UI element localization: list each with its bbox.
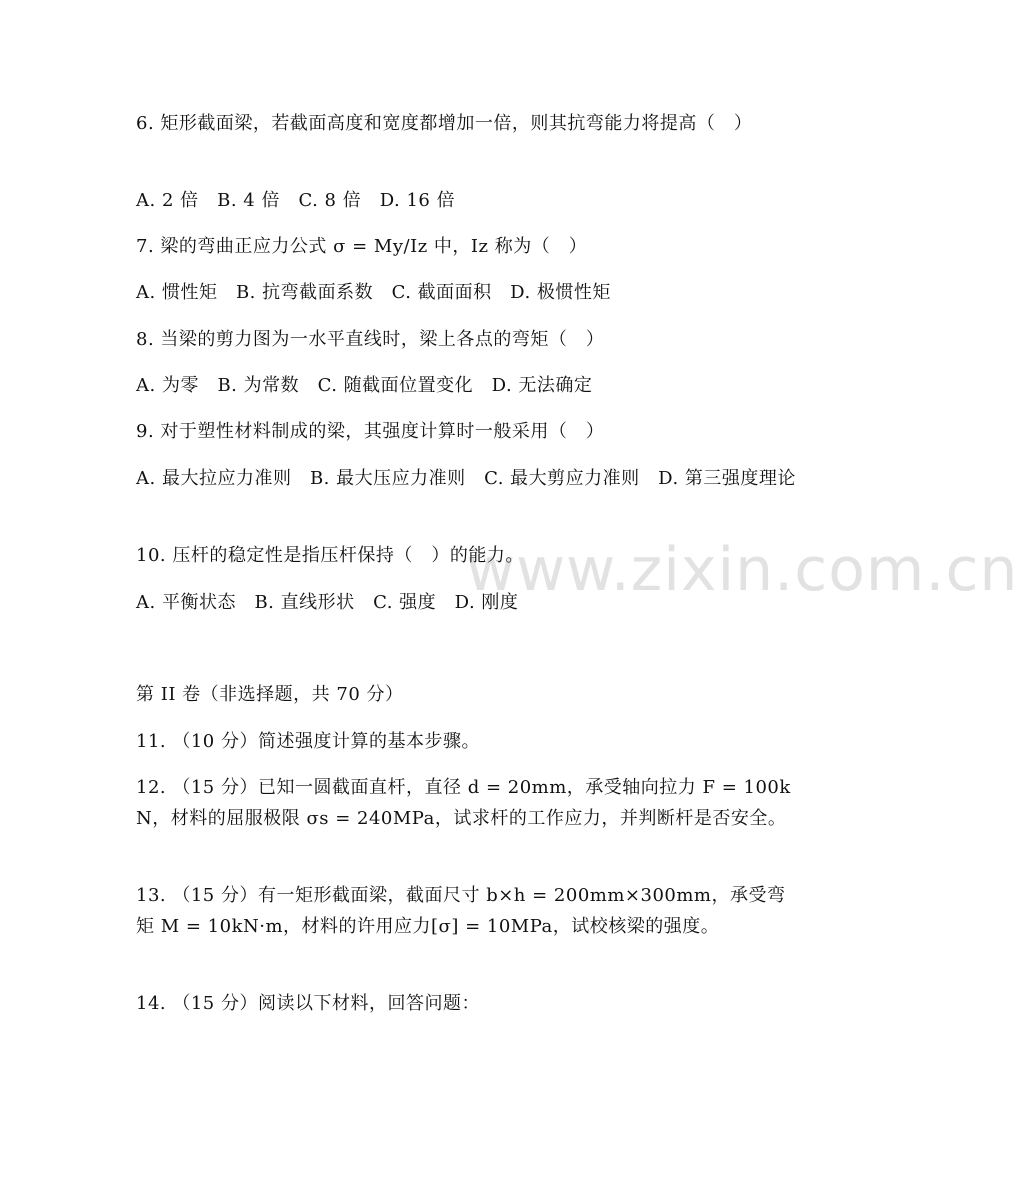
- question-7: 7. 梁的弯曲正应力公式 σ = My/Iz 中，Iz 称为（ ）: [136, 236, 588, 257]
- question-8-options: A. 为零 B. 为常数 C. 随截面位置变化 D. 无法确定: [136, 375, 593, 396]
- question-10: 10. 压杆的稳定性是指压杆保持（ ）的能力。: [136, 545, 524, 566]
- question-7-options: A. 惯性矩 B. 抗弯截面系数 C. 截面面积 D. 极惯性矩: [136, 282, 611, 303]
- question-6-options: A. 2 倍 B. 4 倍 C. 8 倍 D. 16 倍: [136, 190, 456, 211]
- watermark: www.zixin.com.cn: [466, 535, 1018, 605]
- question-11: 11. （10 分）简述强度计算的基本步骤。: [136, 731, 480, 752]
- question-8: 8. 当梁的剪力图为一水平直线时，梁上各点的弯矩（ ）: [136, 329, 605, 350]
- question-10-options: A. 平衡状态 B. 直线形状 C. 强度 D. 刚度: [136, 592, 519, 613]
- section-heading: 第 II 卷（非选择题，共 70 分）: [136, 684, 404, 705]
- question-14: 14. （15 分）阅读以下材料，回答问题：: [136, 993, 480, 1014]
- question-9: 9. 对于塑性材料制成的梁，其强度计算时一般采用（ ）: [136, 421, 605, 442]
- question-9-options: A. 最大拉应力准则 B. 最大压应力准则 C. 最大剪应力准则 D. 第三强度理论: [136, 468, 796, 489]
- question-13: 13. （15 分）有一矩形截面梁，截面尺寸 b×h = 200mm×300mm，承受弯矩 M = 10kN·m，材料的许用应力[σ] = 10MPa，试校核梁的强度。: [136, 885, 786, 937]
- question-6: 6. 矩形截面梁，若截面高度和宽度都增加一倍，则其抗弯能力将提高（ ）: [136, 113, 753, 134]
- question-12: 12. （15 分）已知一圆截面直杆，直径 d = 20mm，承受轴向拉力 F = 100kN，材料的屈服极限 σs = 240MPa，试求杆的工作应力，并判断杆是否安全。: [136, 777, 791, 829]
